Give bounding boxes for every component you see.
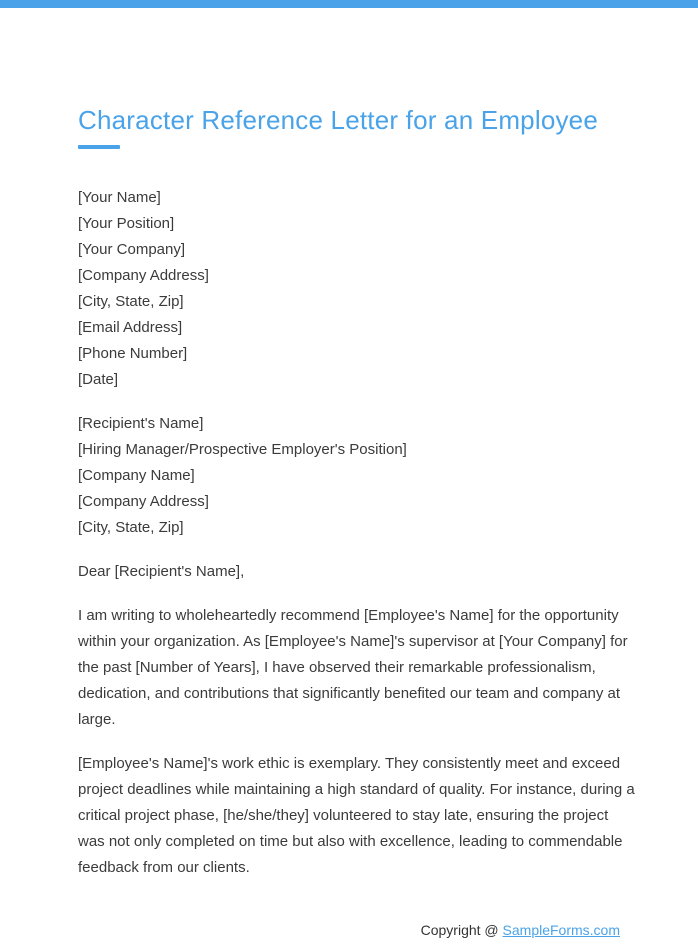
sender-line: [Phone Number] <box>78 345 188 362</box>
salutation: Dear [Recipient's Name], <box>78 563 245 580</box>
page-title: Character Reference Letter for an Employee <box>78 105 598 135</box>
recipient-line: [Recipient's Name] <box>78 415 204 432</box>
top-accent-bar <box>0 0 698 8</box>
recipient-line: [City, State, Zip] <box>78 519 184 536</box>
document-content <box>0 104 698 881</box>
sender-line: [Your Company] <box>78 241 186 258</box>
sender-line: [Your Name] <box>78 189 161 206</box>
recipient-line: [Company Name] <box>78 467 195 484</box>
recipient-line: [Hiring Manager/Prospective Employer's Position] <box>78 441 407 458</box>
sampleforms-link[interactable]: SampleForms.com <box>502 922 620 938</box>
sender-line: [City, State, Zip] <box>78 293 184 310</box>
body-paragraph: [Employee's Name]'s work ethic is exemplary. They consistently meet and exceed project deadlines while maintaining a high standard of quality. For instance, during a critical project phase, [he/she/they] volunteered to stay late, ensuring the project was not only completed on time but also with excellence, leading to commendable feedback from our clients. <box>78 755 635 876</box>
sender-line: [Email Address] <box>78 319 183 336</box>
recipient-address-block <box>78 411 639 541</box>
title-underline-accent <box>78 145 120 149</box>
sender-line: [Your Position] <box>78 215 175 232</box>
sender-line: [Date] <box>78 371 119 388</box>
sender-address-block <box>78 185 639 393</box>
body-paragraph: I am writing to wholeheartedly recommend [Employee's Name] for the opportunity within your organization. As [Employee's Name]'s supervisor at [Your Company] for the past [Number of Years], I have observed their remarkable professionalism, dedication, and contributions that significantly benefited our team and company at large. <box>78 607 628 728</box>
recipient-line: [Company Address] <box>78 493 209 510</box>
copyright-text: Copyright @ <box>420 922 499 938</box>
footer-copyright <box>421 922 620 938</box>
sender-line: [Company Address] <box>78 267 209 284</box>
